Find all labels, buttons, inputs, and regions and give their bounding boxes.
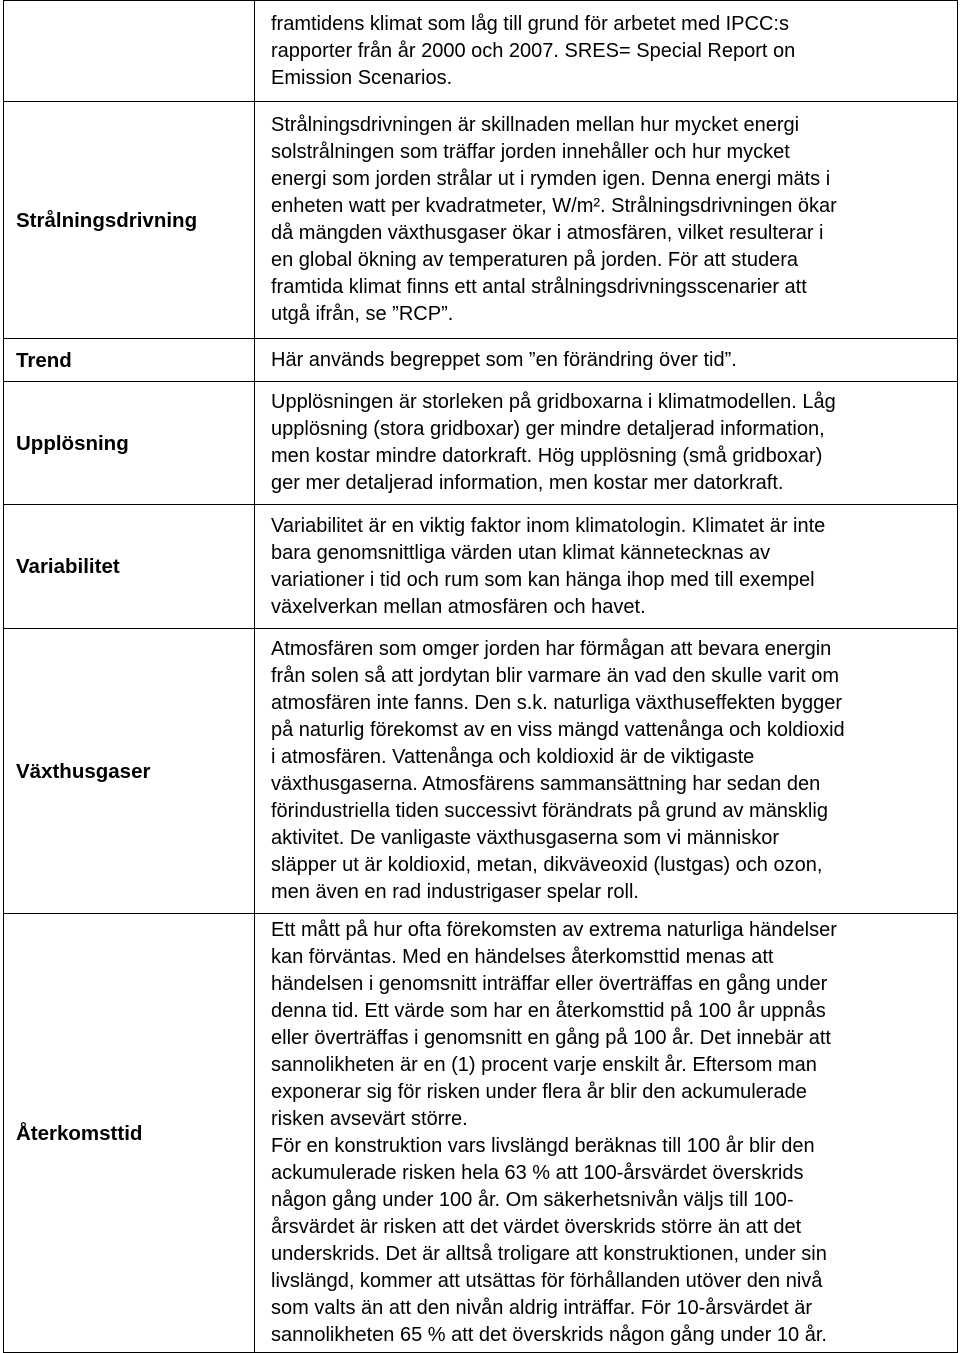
definition-text-vaxthusgaser: Atmosfären som omger jorden har förmågan att bevara energin från solen så att jordytan blir varmare än vad den skulle varit om atmosfären inte fanns. Den s.k. naturliga växthuseffekten bygger på naturlig förekomst av en viss mängd vattenånga och koldioxid i atmosfären. Vattenånga och koldioxid är de viktigaste växthusgaserna. Atmosfärens sammansättning har sedan den förindustriella tiden successivt förändrats på grund av mänsklig aktivitet. De vanligaste växthusgaserna som vi människor släpper ut är koldioxid, metan, dikväveoxid (lustgas) och ozon, men även en rad industrigaser spelar roll. [271, 638, 845, 903]
definition-cell [255, 102, 958, 339]
glossary-row-sres [4, 1, 958, 102]
definition-text-sres: framtidens klimat som låg till grund för arbetet med IPCC:s rapporter från år 2000 och 2007. SRES= Special Report on Emission Scenarios. [271, 13, 796, 89]
definition-text-aterkomsttid: Ett mått på hur ofta förekomsten av extrema naturliga händelser kan förväntas. Med en händelses återkomsttid menas att händelsen i genomsnitt inträffar eller överträffas en gång under denna tid. Ett värde som har en återkomsttid på 100 år uppnås eller överträffas i genomsnitt en gång på 100 år. Det innebär att sannolikheten är en (1) procent varje enskilt år. Eftersom man exponerar sig för risken under flera år blir den ackumulerade risken avsevärt större. För en konstruktion vars livslängd beräknas till 100 år blir den ackumulerade risken hela 63 % att 100-årsvärdet överskrids någon gång under 100 år. Om säkerhetsnivån väljs till 100- årsvärdet är risken att det värdet överskrids större än att det underskrids. Det är alltså troligare att konstruktionen, under sin livslängd, kommer att utsättas för förhållanden utöver den nivå som valts än att den nivån aldrig inträffar. För 10-årsvärdet är sannolikheten 65 % att det överskrids någon gång under 10 år. [271, 919, 837, 1346]
term-cell-empty [4, 1, 255, 102]
definition-text-upplosning: Upplösningen är storleken på gridboxarna i klimatmodellen. Låg upplösning (stora gridboxar) ger mindre detaljerad information, men kostar mindre datorkraft. Hög upplösning (små gridboxar) ger mer detaljerad information, men kostar mer datorkraft. [271, 391, 836, 494]
term-trend: Trend [4, 339, 255, 382]
definition-cell [255, 629, 958, 914]
definition-cell [255, 339, 958, 382]
definition-cell [255, 505, 958, 629]
glossary-table [3, 0, 958, 1353]
definition-text-stralningsdrivning: Strålningsdrivningen är skillnaden mellan hur mycket energi solstrålningen som träffar jorden innehåller och hur mycket energi som jorden strålar ut i rymden igen. Denna energi mäts i enheten watt per kvadratmeter, W/m². Strålningsdrivningen ökar då mängden växthusgaser ökar i atmosfären, vilket resulterar i en global ökning av temperaturen på jorden. För att studera framtida klimat finns ett antal strålningsdrivningsscenarier att utgå ifrån, se ”RCP”. [271, 114, 837, 325]
glossary-row-upplosning [4, 382, 958, 505]
glossary-row-trend [4, 339, 958, 382]
definition-text-trend: Här används begreppet som ”en förändring över tid”. [271, 348, 737, 371]
term-upplosning: Upplösning [4, 382, 255, 505]
term-aterkomsttid: Återkomsttid [4, 914, 255, 1353]
glossary-row-aterkomsttid [4, 914, 958, 1353]
glossary-row-stralningsdrivning [4, 102, 958, 339]
glossary-row-vaxthusgaser [4, 629, 958, 914]
term-stralningsdrivning: Strålningsdrivning [4, 102, 255, 339]
term-vaxthusgaser: Växthusgaser [4, 629, 255, 914]
definition-cell [255, 1, 958, 102]
glossary-row-variabilitet [4, 505, 958, 629]
definition-cell [255, 382, 958, 505]
term-variabilitet: Variabilitet [4, 505, 255, 629]
definition-cell [255, 914, 958, 1353]
definition-text-variabilitet: Variabilitet är en viktig faktor inom klimatologin. Klimatet är inte bara genomsnittliga värden utan klimat kännetecknas av variationer i tid och rum som kan hänga ihop med till exempel växelverkan mellan atmosfären och havet. [271, 514, 826, 618]
